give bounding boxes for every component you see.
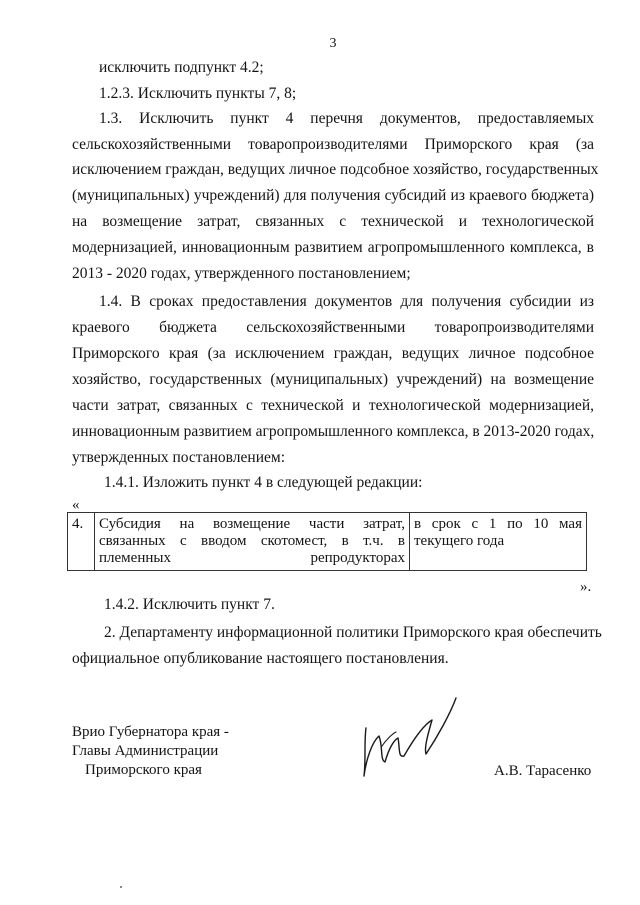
- text-line: на возмещение затрат, связанных с технической и технологической: [72, 213, 594, 230]
- text-line: части затрат, связанных с технической и технологической модернизацией,: [72, 397, 594, 414]
- item-name-line: племенных репродукторах: [99, 550, 405, 566]
- item-name-line: Субсидия на возмещение части затрат,: [99, 516, 405, 532]
- signer-title-line: Главы Администрации: [72, 743, 219, 759]
- item-term-line: в срок с 1 по 10 мая: [414, 516, 582, 532]
- table-row: [68, 513, 587, 571]
- quote-close: ».: [580, 579, 592, 595]
- text-line: официальное опубликование настоящего постановления.: [72, 650, 449, 667]
- quote-open: «: [72, 497, 80, 513]
- text-line: краевого бюджета сельскохозяйственными товаропроизводителями: [72, 319, 594, 336]
- signer-title-line: Врио Губернатора края -: [72, 724, 229, 740]
- item-name-cell: [95, 513, 410, 571]
- text-line: сельскохозяйственными товаропроизводителями Приморского края (за: [72, 136, 594, 153]
- text-line: 1.4.2. Исключить пункт 7.: [104, 596, 275, 613]
- text-line: (муниципальных) учреждений) для получения субсидий из краевого бюджета): [72, 187, 594, 204]
- signer-title-line: Приморского края: [85, 762, 202, 778]
- text-line: 1.4. В сроках предоставления документов для получения субсидии из: [99, 293, 594, 310]
- text-line: Приморского края (за исключением граждан, ведущих личное подсобное: [72, 345, 594, 362]
- text-line: 2. Департаменту информационной политики Приморского края обеспечить: [104, 624, 602, 641]
- item-term-cell: [410, 513, 587, 571]
- text-line: 1.3. Исключить пункт 4 перечня документов, предоставляемых: [99, 110, 594, 127]
- text-line: утвержденных постановлением:: [72, 449, 285, 466]
- text-line: модернизацией, инновационным развитием агропромышленного комплекса, в: [72, 239, 594, 256]
- text-line: инновационным развитием агропромышленного комплекса, в 2013-2020 годах,: [72, 423, 595, 440]
- text-line: исключить подпункт 4.2;: [99, 59, 264, 76]
- scan-speck: [120, 886, 122, 888]
- amendment-table: [67, 512, 587, 571]
- signature-block-title: [72, 723, 229, 780]
- text-line: хозяйство, государственных (муниципальных) учреждений) на возмещение: [72, 371, 594, 388]
- handwritten-signature: [352, 690, 467, 785]
- text-line: исключением граждан, ведущих личное подсобное хозяйство, государственных: [72, 161, 599, 178]
- item-term-line: текущего года: [414, 533, 505, 549]
- signer-name: А.В. Тарасенко: [494, 763, 592, 779]
- page-number: 3: [329, 36, 337, 51]
- item-name-line: связанных с вводом скотомест, в т.ч. в: [99, 533, 405, 549]
- text-line: 2013 - 2020 годах, утвержденного постановлением;: [72, 265, 411, 282]
- text-line: 1.4.1. Изложить пункт 4 в следующей редакции:: [104, 474, 423, 491]
- text-line: 1.2.3. Исключить пункты 7, 8;: [99, 85, 297, 102]
- item-number-cell: 4.: [68, 513, 95, 571]
